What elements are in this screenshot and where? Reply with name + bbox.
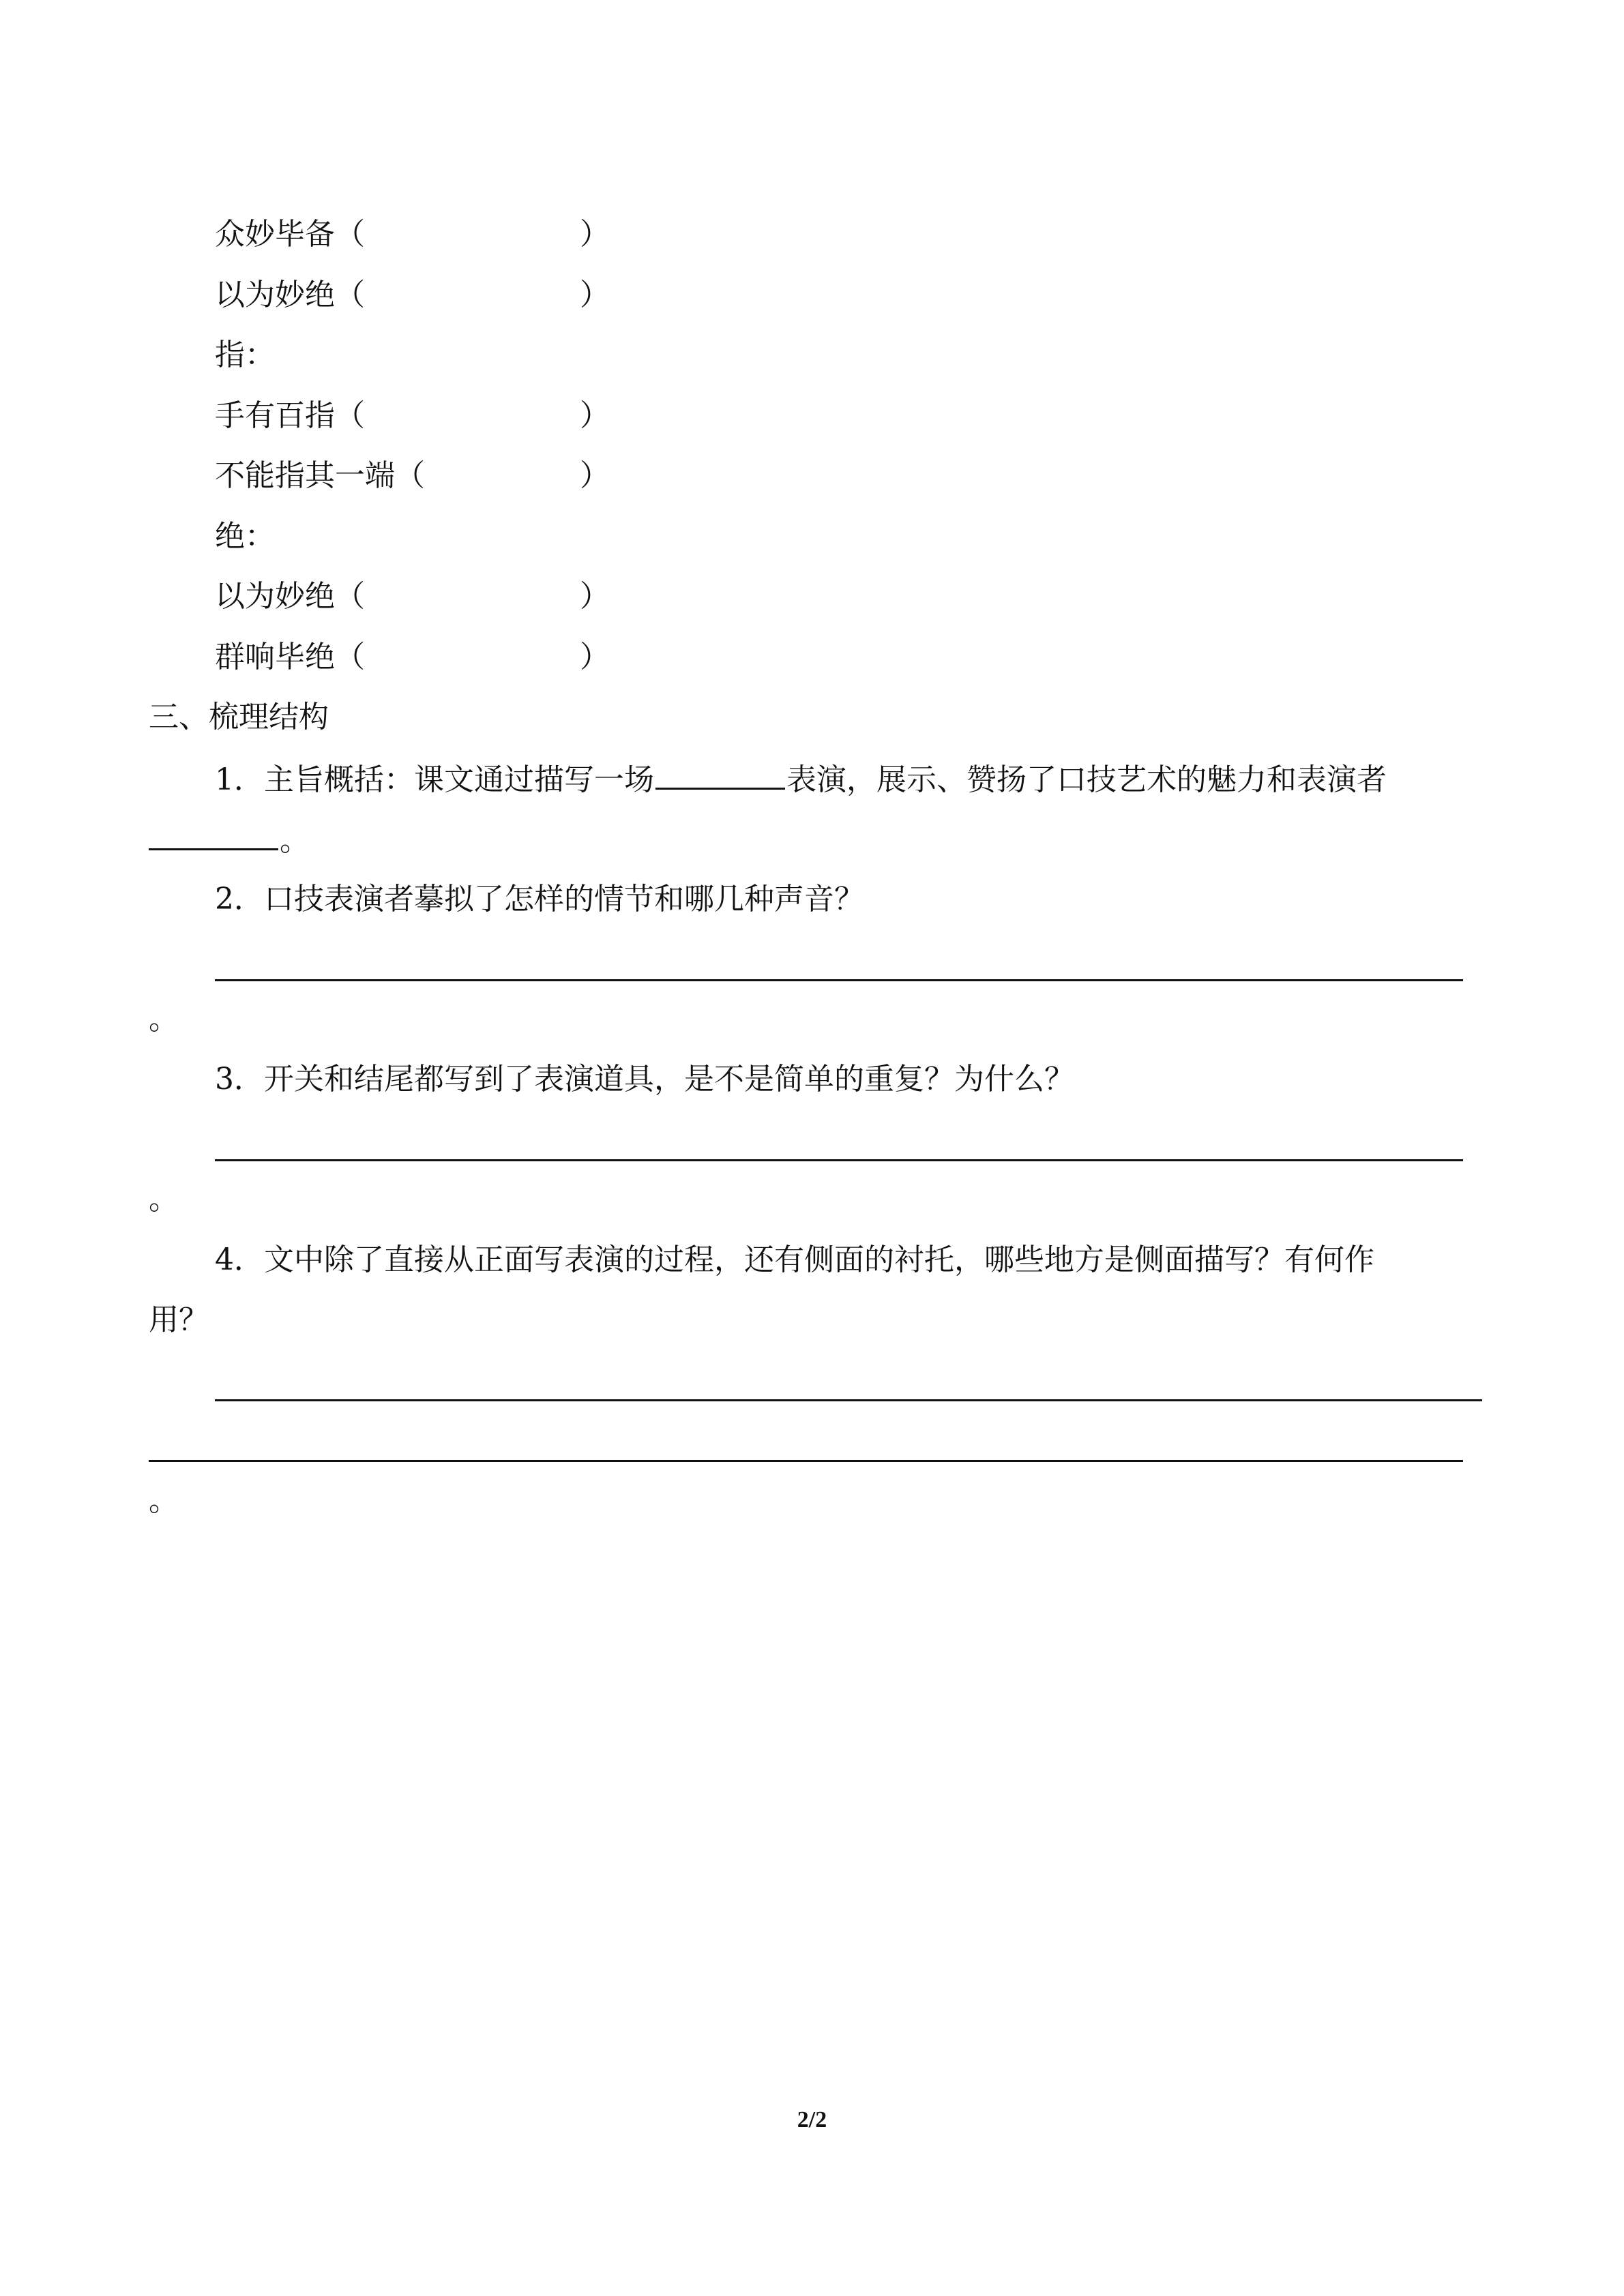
question-1-part1: 1．主旨概括：课文通过描写一场 <box>215 762 654 797</box>
word-phrase: 以为妙绝（ <box>215 278 365 312</box>
question-1-line2 <box>149 818 310 861</box>
question-1 <box>215 758 1387 801</box>
answer-line[interactable] <box>215 1399 1482 1401</box>
word-phrase: 群响毕绝（ <box>215 640 365 674</box>
question-3: 3．开关和结尾都写到了表演道具，是不是简单的重复？为什么？ <box>215 1062 1074 1097</box>
word-item-3 <box>215 396 610 436</box>
question-3-end: 。 <box>149 1182 179 1217</box>
word-phrase: 众妙毕备（ <box>215 217 365 252</box>
word-item-2 <box>215 275 610 316</box>
group-heading-zhi: 指： <box>215 338 275 372</box>
word-phrase: 不能指其一端（ <box>215 458 425 493</box>
answer-line[interactable] <box>149 1460 1463 1462</box>
question-4-end: 。 <box>149 1483 179 1518</box>
word-item-1 <box>215 214 610 255</box>
answer-line[interactable] <box>215 1159 1463 1161</box>
section-title: 三、梳理结构 <box>149 700 329 734</box>
fill-blank[interactable] <box>149 818 278 850</box>
answer-close-paren: ） <box>580 458 610 493</box>
word-item-6 <box>215 637 610 678</box>
answer-line[interactable] <box>215 979 1463 981</box>
group-heading-jue: 绝： <box>215 519 275 554</box>
answer-close-paren: ） <box>580 579 610 614</box>
word-phrase: 手有百指（ <box>215 398 365 433</box>
question-4-line1: 4．文中除了直接从正面写表演的过程，还有侧面的衬托，哪些地方是侧面描写？有何作 <box>215 1242 1374 1277</box>
page-number: 2/2 <box>797 2107 827 2132</box>
answer-close-paren: ） <box>580 278 610 312</box>
question-2: 2．口技表演者摹拟了怎样的情节和哪几种声音？ <box>215 882 864 916</box>
answer-close-paren: ） <box>580 640 610 674</box>
word-item-4 <box>215 456 610 496</box>
word-item-5 <box>215 576 610 617</box>
answer-close-paren: ） <box>580 398 610 433</box>
answer-close-paren: ） <box>580 217 610 252</box>
fill-blank[interactable] <box>655 758 785 790</box>
question-1-part2: 表演，展示、赞扬了口技艺术的魅力和表演者 <box>786 762 1387 797</box>
question-2-end: 。 <box>149 1002 179 1037</box>
word-phrase: 以为妙绝（ <box>215 579 365 614</box>
question-4-line2: 用？ <box>149 1302 209 1337</box>
question-1-end: 。 <box>280 823 310 858</box>
